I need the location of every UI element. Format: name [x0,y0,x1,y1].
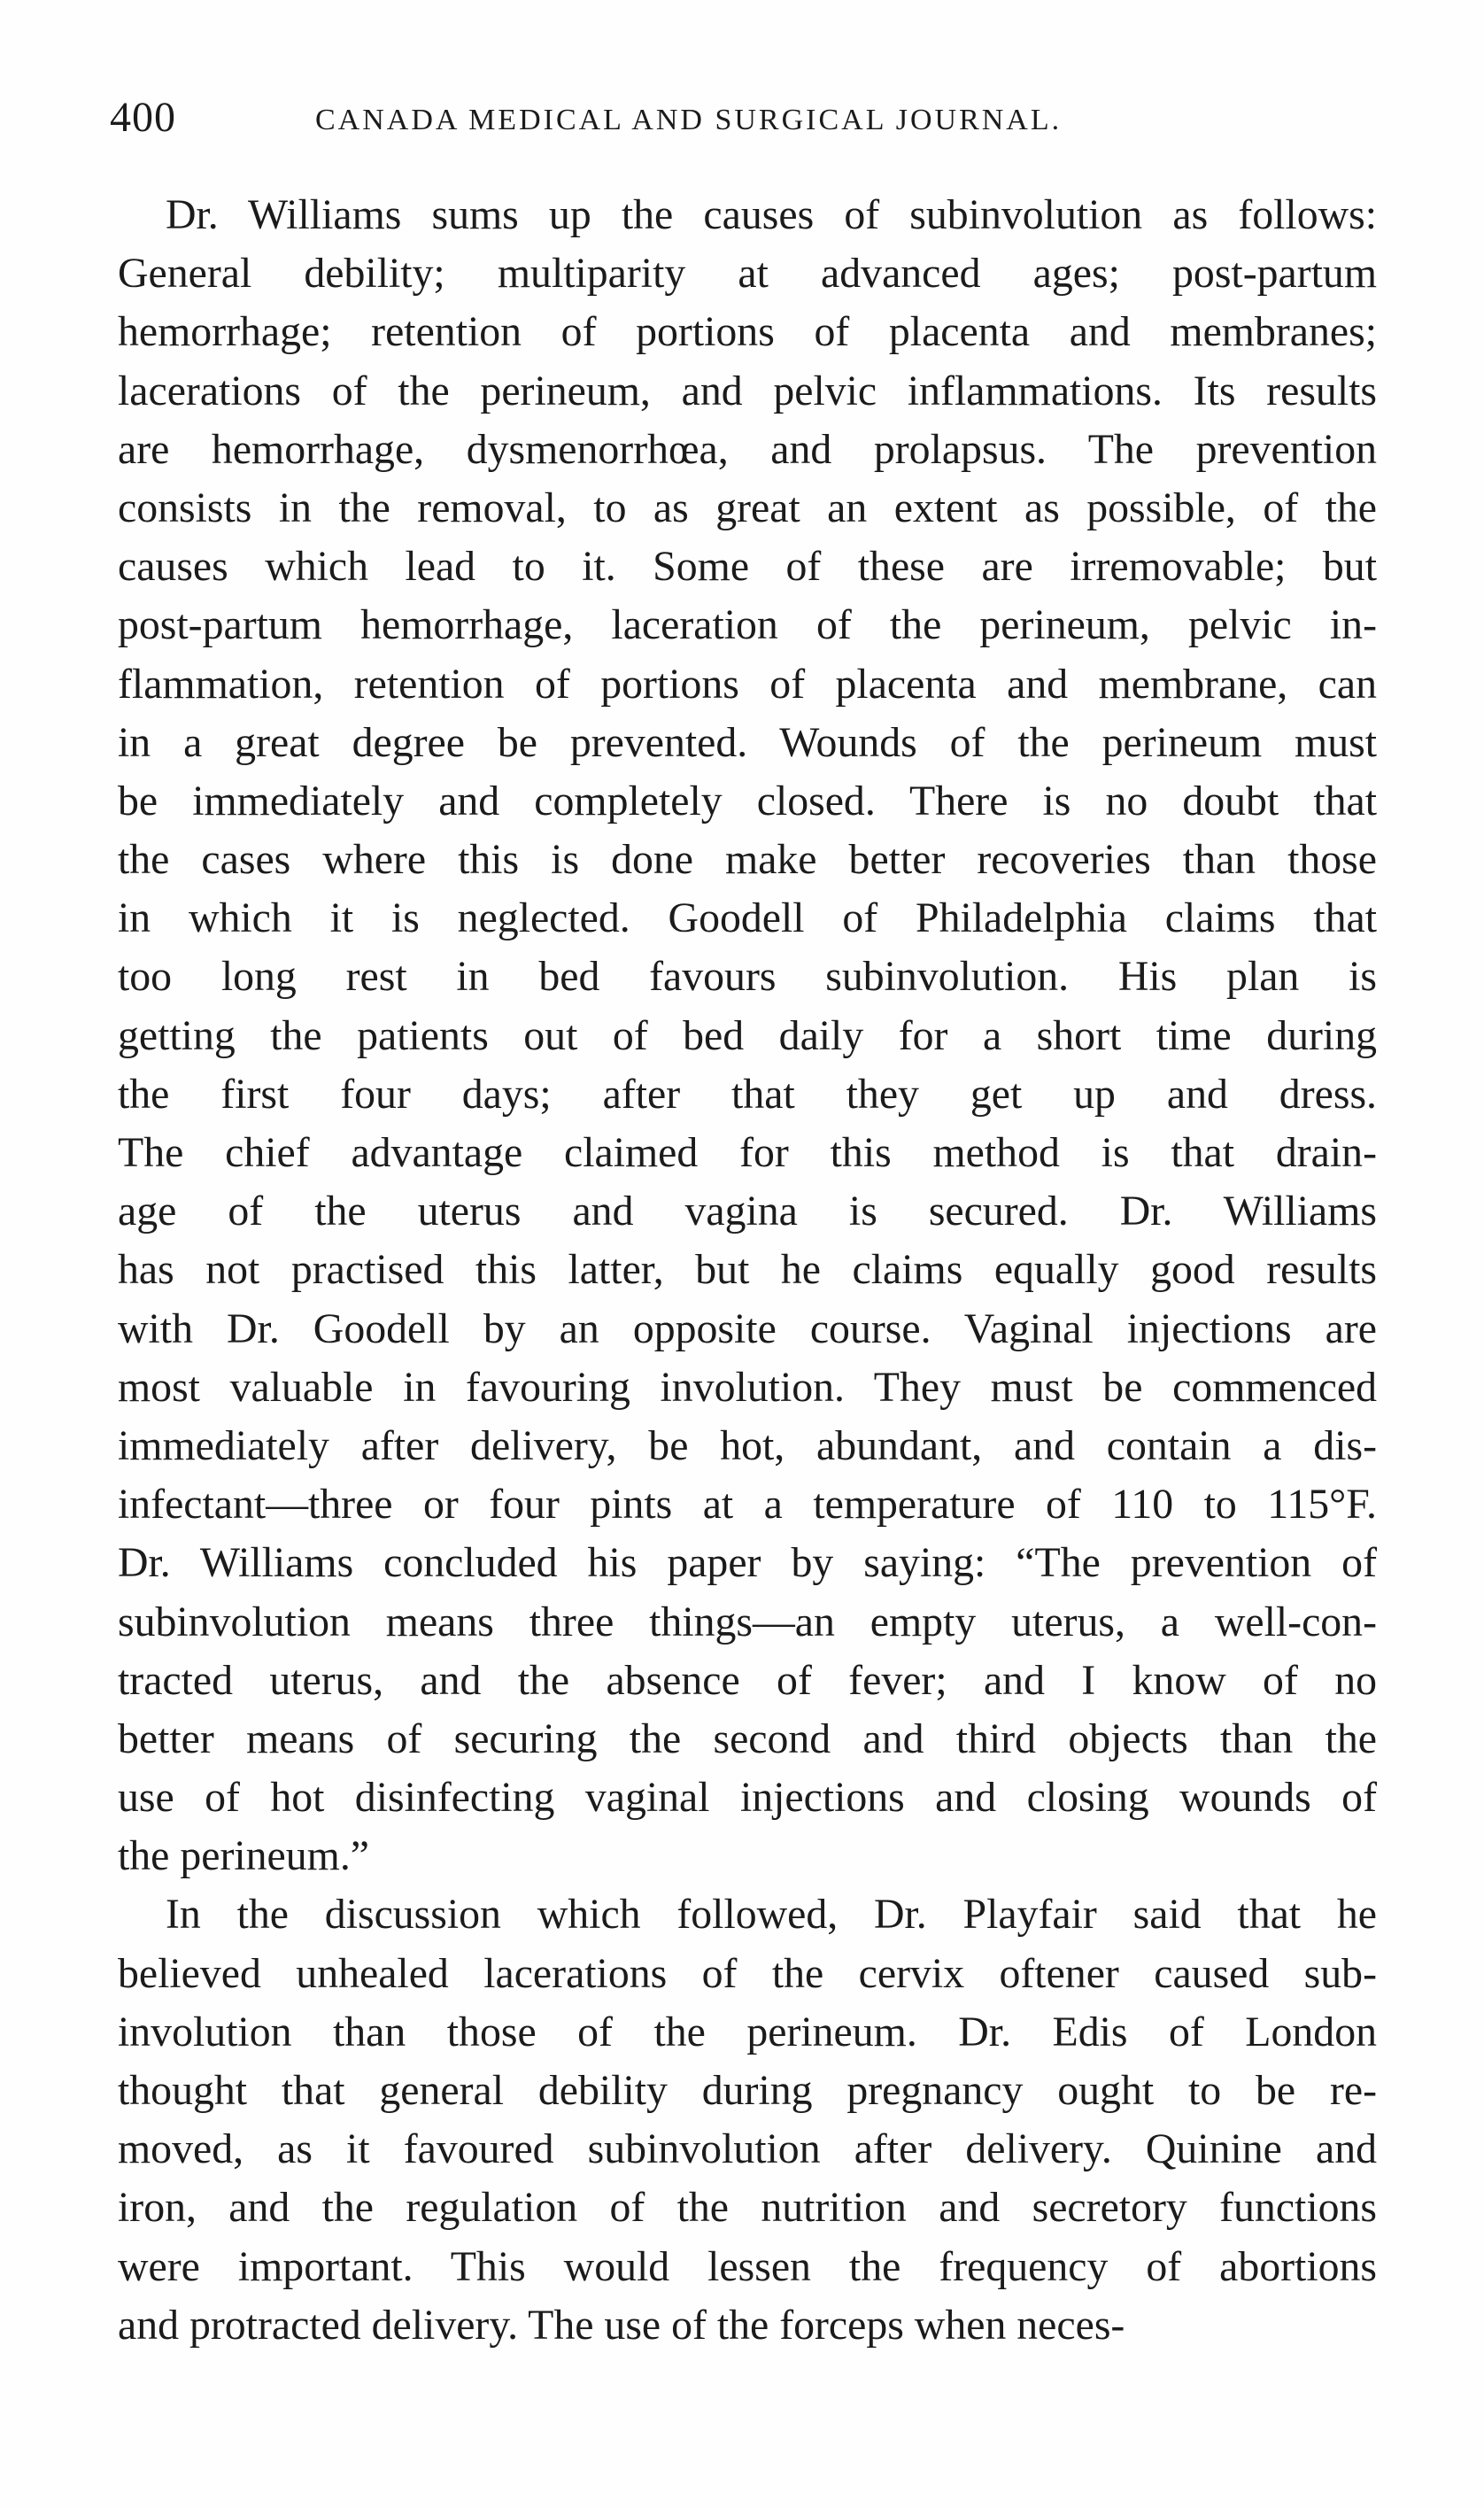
text-line: moved, as it favoured subinvolution after delivery. Quinine and [118,2125,1377,2173]
text-line: and protracted delivery. The use of the forceps when neces- [118,2301,1125,2349]
text-line: immediately after delivery, be hot, abundant, and contain a dis- [118,1421,1377,1469]
text-line: were important. This would lessen the frequency of abortions [118,2242,1377,2290]
paragraph-discussion [118,1885,1377,2355]
text-line: be immediately and completely closed. There is no doubt that [118,777,1377,824]
paragraph-williams-summary [118,186,1377,1885]
text-line: involution than those of the perineum. Dr. Edis of London [118,2008,1377,2055]
text-line: hemorrhage; retention of portions of placenta and membranes; [118,308,1377,356]
text-line: are hemorrhage, dysmenorrhœa, and prolapsus. The prevention [118,425,1377,473]
page-header [110,90,1378,145]
page-number: 400 [110,94,176,141]
text-line: Dr. Williams concluded his paper by saying: “The prevention of [118,1539,1377,1587]
text-line: getting the patients out of bed daily for a short time during [118,1011,1377,1059]
article-body [118,186,1377,2355]
text-line: in which it is neglected. Goodell of Philadelphia claims that [118,894,1377,942]
text-line: most valuable in favouring involution. They must be commenced [118,1363,1377,1411]
text-line: consists in the removal, to as great an extent as possible, of the [118,484,1377,531]
text-line: Dr. Williams sums up the causes of subinvolution as follows: [166,191,1377,238]
text-line: lacerations of the perineum, and pelvic inflammations. Its results [118,367,1377,414]
text-line: iron, and the regulation of the nutrition and secretory functions [118,2184,1377,2232]
text-line: The chief advantage claimed for this method is that drain- [118,1129,1377,1176]
text-line: post-partum hemorrhage, laceration of the perineum, pelvic in- [118,601,1377,649]
text-line: the first four days; after that they get up and dress. [118,1070,1377,1118]
text-line: believed unhealed lacerations of the cervix oftener caused sub- [118,1949,1377,1997]
text-line: in a great degree be prevented. Wounds of the perineum must [118,718,1377,766]
text-line: has not practised this latter, but he claims equally good results [118,1246,1377,1294]
text-line: causes which lead to it. Some of these are irremovable; but [118,543,1377,591]
text-line: In the discussion which followed, Dr. Playfair said that he [166,1891,1377,1939]
text-line: the cases where this is done make better recoveries than those [118,836,1377,884]
text-line: infectant—three or four pints at a temperature of 110 to 115°F. [118,1481,1377,1529]
text-line: with Dr. Goodell by an opposite course. Vaginal injections are [118,1304,1377,1352]
text-line: use of hot disinfecting vaginal injections and closing wounds of [118,1774,1377,1822]
text-line: General debility; multiparity at advanced ages; post-partum [118,250,1377,298]
text-line: flammation, retention of portions of placenta and membrane, can [118,660,1377,708]
text-line: subinvolution means three things—an empty uterus, a well-con- [118,1598,1377,1645]
text-line: too long rest in bed favours subinvolution. His plan is [118,953,1377,1001]
text-line: thought that general debility during pregnancy ought to be re- [118,2067,1377,2114]
text-line: tracted uterus, and the absence of fever; and I know of no [118,1656,1377,1704]
text-line: age of the uterus and vagina is secured. Dr. Williams [118,1188,1377,1235]
text-line: the perineum.” [118,1832,370,1880]
running-title: CANADA MEDICAL AND SURGICAL JOURNAL. [315,104,1063,136]
text-line: better means of securing the second and third objects than the [118,1715,1377,1762]
